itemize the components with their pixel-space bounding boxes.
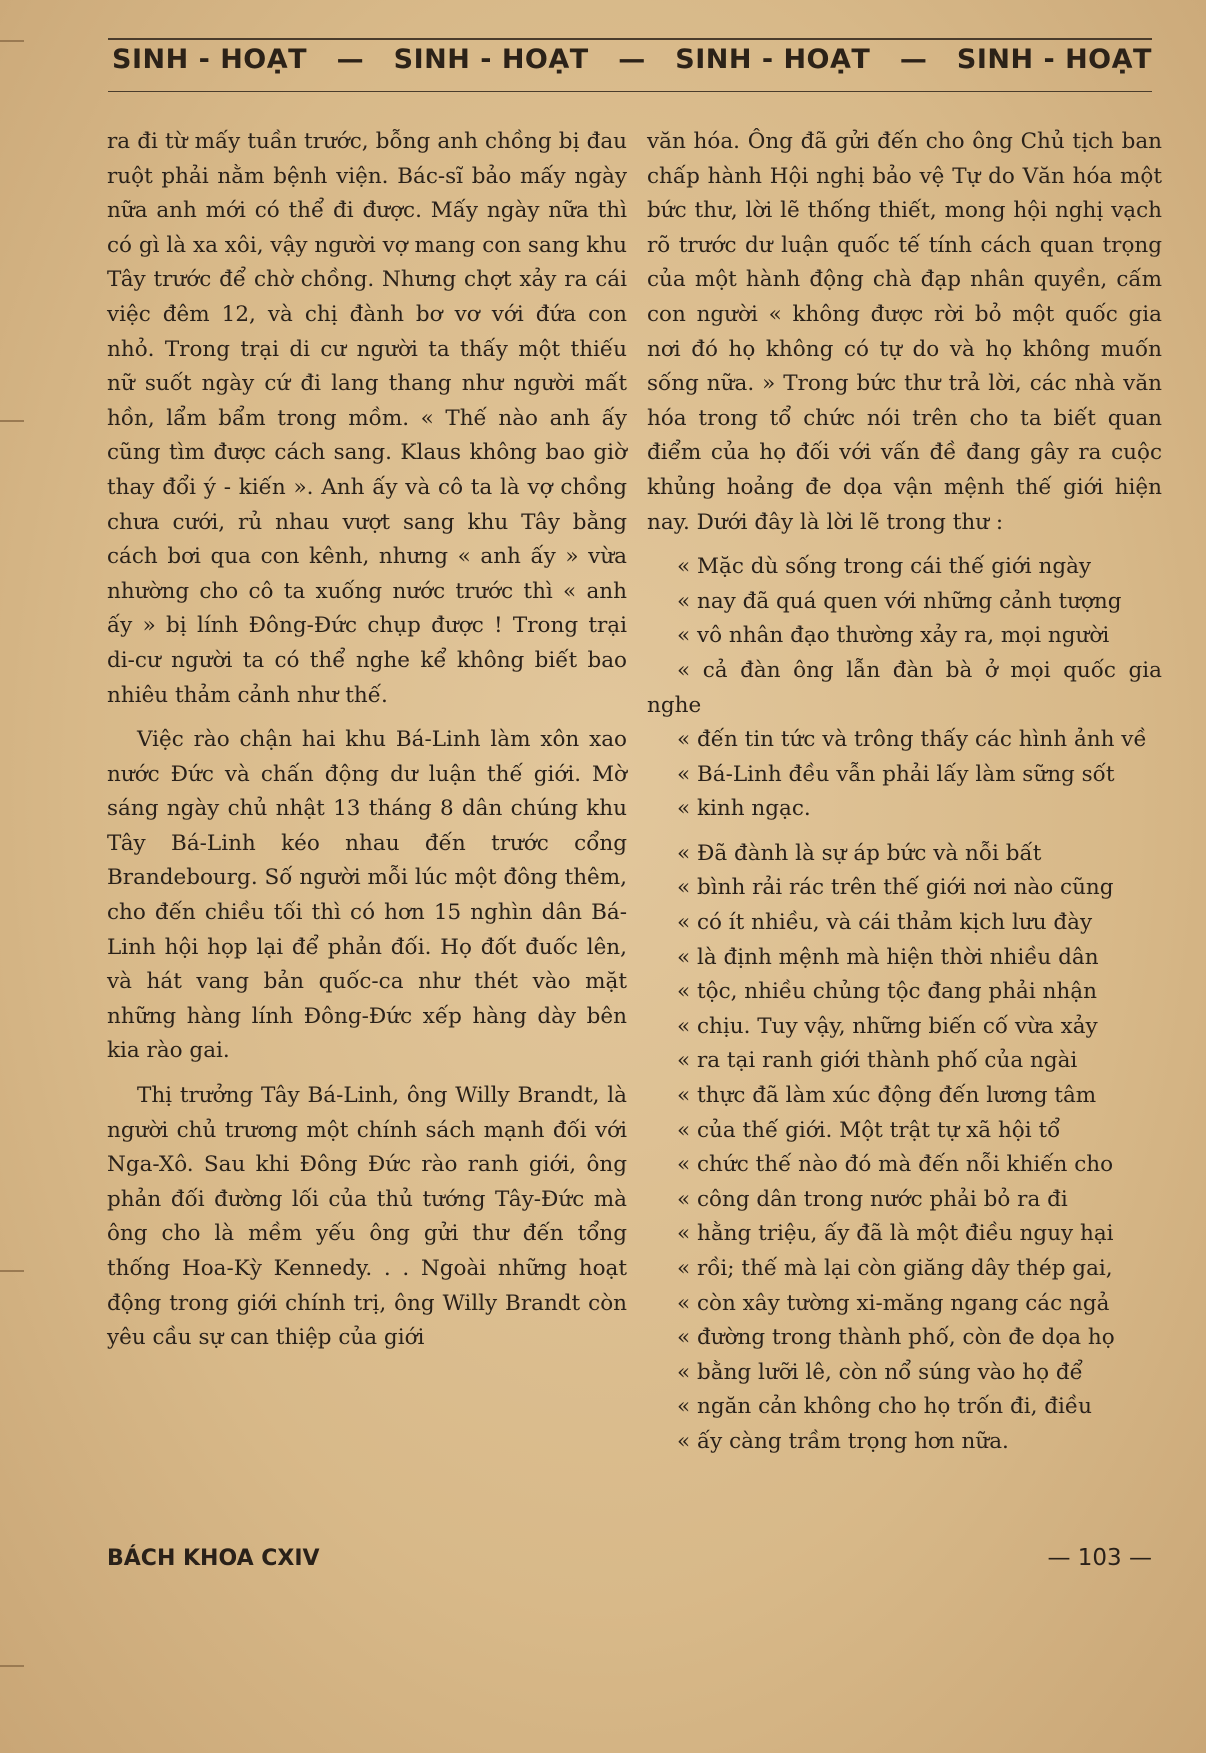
page-number: — 103 — xyxy=(1047,1545,1152,1571)
quote-line: « có ít nhiều, và cái thảm kịch lưu đày xyxy=(677,910,1093,936)
journal-name: BÁCH KHOA CXIV xyxy=(107,1545,320,1571)
quote-line: « còn xây tường xi-măng ngang các ngả xyxy=(677,1290,1110,1316)
quote-line: « hằng triệu, ấy đã là một điều nguy hại xyxy=(677,1221,1114,1247)
quote-line: « bình rải rác trên thế giới nơi nào cũng xyxy=(677,875,1114,901)
quote-line: « là định mệnh mà hiện thời nhiều dân xyxy=(677,944,1099,970)
paragraph: Thị trưởng Tây Bá-Linh, ông Willy Brandt, là người chủ trương một chính sách mạnh đối với Nga-Xô. Sau khi Đông Đức rào ranh giới, ông phản đối đường lối của thủ tướng Tây-Đức mà ông cho là mềm yếu ông gửi thư đến tổng thống Hoa-Kỳ Kennedy. . . Ngoài những hoạt động trong giới chính trị, ông Willy Brandt còn yêu cầu sự can thiệp của giới xyxy=(107,1083,627,1351)
quote-line: « của thế giới. Một trật tự xã hội tổ xyxy=(677,1117,1061,1143)
quote-line: « kinh ngạc. xyxy=(677,796,811,822)
quote-line: « ra tại ranh giới thành phố của ngài xyxy=(677,1048,1078,1074)
quote-line: « ngăn cản không cho họ trốn đi, điều xyxy=(677,1394,1092,1420)
quote-line: « chịu. Tuy vậy, những biến cố vừa xảy xyxy=(677,1013,1098,1039)
quote-line: « nay đã quá quen với những cảnh tượng xyxy=(677,588,1122,614)
paragraph: ra đi từ mấy tuần trước, bỗng anh chồng bị đau ruột phải nằm bệnh viện. Bác-sĩ bảo mấy ngày nữa anh mới có thể đi được. Mấy ngày nữa thì có gì là xa xôi, vậy người vợ mang con sang khu Tây trước để chờ chồng. Nhưng chợt xảy ra cái việc đêm 12, và chị đành bơ vơ với đứa con nhỏ. Trong trại di cư người ta thấy một thiếu nữ suốt ngày cứ đi lang thang như người mất hồn, lẩm bẩm trong mồm. « Thế nào anh ấy cũng tìm được cách sang. Klaus không bao giờ thay đổi ý - kiến ». Anh ấy và cô ta là vợ chồng chưa cưới, rủ nhau vượt sang khu Tây bằng cách bơi qua con kênh, nhưng « anh ấy » vừa nhường cho cô ta xuống nước trước thì « anh ấy » bị lính Đông-Đức chụp được ! Trong trại di-cư người ta có thể nghe kể không biết bao nhiêu thảm cảnh như thế. xyxy=(107,129,627,708)
quote-line: « Bá-Linh đều vẫn phải lấy làm sững sốt xyxy=(677,761,1115,787)
header-title: SINH - HOẠT xyxy=(675,44,871,75)
page-footer xyxy=(107,1545,1152,1571)
top-rule xyxy=(108,38,1152,40)
header-title: SINH - HOẠT xyxy=(112,44,308,75)
page-edge-mark xyxy=(0,420,24,422)
quote-line: « tộc, nhiều chủng tộc đang phải nhận xyxy=(677,979,1097,1005)
running-header xyxy=(112,44,1152,75)
quote-paragraph-1 xyxy=(647,550,1162,827)
quote-line: « Mặc dù sống trong cái thế giới ngày xyxy=(677,554,1092,580)
header-rule xyxy=(108,91,1152,92)
quote-line: « bằng lưỡi lê, còn nổ súng vào họ để xyxy=(677,1359,1083,1385)
quote-line: « ấy càng trầm trọng hơn nữa. xyxy=(677,1428,1009,1454)
header-dash: — xyxy=(336,44,365,75)
quote-line: « đến tin tức và trông thấy các hình ảnh về xyxy=(677,727,1147,753)
quote-line: « công dân trong nước phải bỏ ra đi xyxy=(677,1186,1068,1212)
page-edge-mark xyxy=(0,1270,24,1272)
quote-line: « đường trong thành phố, còn đe dọa họ xyxy=(677,1325,1115,1351)
quote-line: « Đã đành là sự áp bức và nỗi bất xyxy=(677,840,1042,866)
left-column xyxy=(107,125,627,1366)
quote-paragraph-2 xyxy=(647,837,1162,1460)
paragraph: Việc rào chận hai khu Bá-Linh làm xôn xao nước Đức và chấn động dư luận thế giới. Mờ sáng ngày chủ nhật 13 tháng 8 dân chúng khu Tây Bá-Linh kéo nhau đến trước cổng Brandebourg. Số người mỗi lúc một đông thêm, cho đến chiều tối thì có hơn 15 nghìn dân Bá-Linh hội họp lại để phản đối. Họ đốt đuốc lên, và hát vang bản quốc-ca như thét vào mặt những hàng lính Đông-Đức xếp hàng dày bên kia rào gai. xyxy=(107,727,627,1064)
paragraph: văn hóa. Ông đã gửi đến cho ông Chủ tịch ban chấp hành Hội nghị bảo vệ Tự do Văn hóa một bức thư, lời lẽ thống thiết, mong hội nghị vạch rõ trước dư luận quốc tế tính cách quan trọng của một hành động chà đạp nhân quyền, cấm con người « không được rời bỏ một quốc gia nơi đó họ không có tự do và họ không muốn sống nữa. » Trong bức thư trả lời, các nhà văn hóa trong tổ chức nói trên cho ta biết quan điểm của họ đối với vấn đề đang gây ra cuộc khủng hoảng đe dọa vận mệnh thế giới hiện nay. Dưới đây là lời lẽ trong thư : xyxy=(647,129,1162,535)
header-title: SINH - HOẠT xyxy=(956,44,1152,75)
quote-line: « rồi; thế mà lại còn giăng dây thép gai, xyxy=(677,1256,1113,1281)
quote-line: « cả đàn ông lẫn đàn bà ở mọi quốc gia nghe xyxy=(647,657,1162,718)
quote-line: « vô nhân đạo thường xảy ra, mọi người xyxy=(677,623,1110,649)
page-edge-mark xyxy=(0,1665,24,1667)
letter-quote xyxy=(647,550,1162,1459)
right-column xyxy=(647,125,1162,1470)
header-dash: — xyxy=(618,44,646,75)
page-edge-mark xyxy=(0,40,24,42)
header-title: SINH - HOẠT xyxy=(393,44,589,75)
quote-line: « chức thế nào đó mà đến nỗi khiến cho xyxy=(677,1152,1114,1178)
quote-line: « thực đã làm xúc động đến lương tâm xyxy=(677,1083,1097,1109)
header-dash: — xyxy=(899,44,928,75)
